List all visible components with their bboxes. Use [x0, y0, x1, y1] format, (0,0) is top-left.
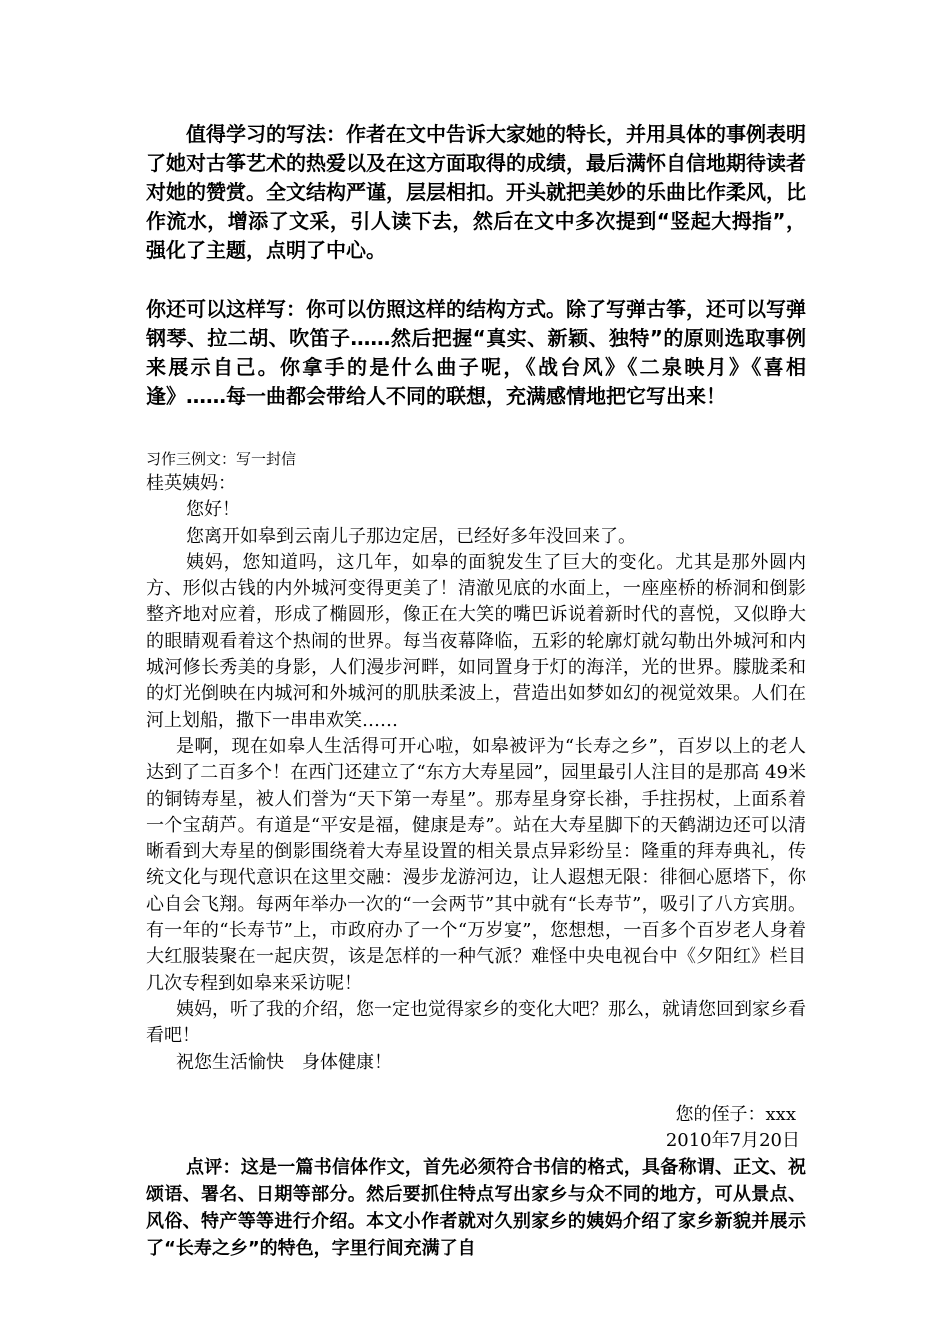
letter-signature: 您的侄子：xxx [675, 1103, 796, 1125]
letter-closing: 祝您生活愉快 身体健康！ [176, 1051, 392, 1073]
letter-body [146, 471, 806, 1154]
letter-date: 2010年7月20日 [665, 1130, 800, 1152]
letter-paragraph-1: 您离开如皋到云南儿子那边定居，已经好多年没回来了。 [186, 525, 636, 547]
section-title: 习作三例文：写一封信 [146, 450, 297, 468]
writing-method-paragraph: 值得学习的写法：作者在文中告诉大家她的特长，并用具体的事例表明了她对古筝艺术的热爱以及在这方面取得的成绩，最后满怀自信地期待读者对她的赞赏。全文结构严谨，层层相扣。开头就把美妙的乐曲比作柔风，比作流水，增添了文采，引人读下去，然后在文中多次提到“竖起大拇指”，强化了主题，点明了中心。 [146, 122, 806, 262]
alternative-writing-paragraph: 你还可以这样写：你可以仿照这样的结构方式。除了写弹古筝，还可以写弹钢琴、拉二胡、吹笛子……然后把握“真实、新颖、独特”的原则选取事例来展示自己。你拿手的是什么曲子呢，《战台风》《二泉映月》《喜相逢》……每一曲都会带给人不同的联想，充满感情地把它写出来！ [146, 297, 806, 408]
spacer [146, 411, 806, 447]
letter-greeting: 您好！ [186, 499, 240, 521]
comment-paragraph: 点评：这是一篇书信体作文，首先必须符合书信的格式，具备称谓、正文、祝颂语、署名、日期等部分。然后要抓住特点写出家乡与众不同的地方，可从景点、风俗、特产等等进行介绍。本文小作者就对久别家乡的姨妈介绍了家乡新貌并展示了“长寿之乡”的特色，字里行间充满了自 [146, 1157, 806, 1260]
spacer [146, 1076, 806, 1102]
document-page [146, 120, 806, 1262]
letter-salutation: 桂英姨妈： [146, 473, 236, 494]
letter-paragraph-4: 姨妈，听了我的介绍，您一定也觉得家乡的变化大吧？那么，就请您回到家乡看看吧！ [146, 998, 806, 1047]
letter-paragraph-3: 是啊，现在如皋人生活得可开心啦，如皋被评为“长寿之乡”，百岁以上的老人达到了二百多个！在西门还建立了“东方大寿星园”，园里最引人注目的是那高 49米的铜铸寿星，被人们誉为“天下第一寿星”。那寿星身穿长褂，手拄拐杖，上面系着一个宝葫芦。有道是“平安是福，健康是寿”。站在大寿星脚下的天鹤湖边还可以清晰看到大寿星的倒影围绕着大寿星设置的相关景点异彩纷呈：隆重的拜寿典礼，传统文化与现代意识在这里交融：漫步龙游河边，让人遐想无限：徘徊心愿塔下，你心自会飞翔。每两年举办一次的“一会两节”其中就有“长寿节”，吸引了八方宾朋。有一年的“长寿节”上，市政府办了一个“万岁宴”，您想想，一百多个百岁老人身着大红服装聚在一起庆贺，该是怎样的一种气派？难怪中央电视台中《夕阳红》栏目几次专程到如皋来采访呢！ [146, 735, 806, 994]
spacer [146, 265, 806, 295]
letter-paragraph-2: 姨妈，您知道吗，这几年，如皋的面貌发生了巨大的变化。尤其是那外圆内方、形似古钱的内外城河变得更美了！清澈见底的水面上，一座座桥的桥洞和倒影整齐地对应着，形成了椭圆形，像正在大笑的嘴巴诉说着新时代的喜悦，又似睁大的眼睛观看着这个热闹的世界。每当夜幕降临，五彩的轮廓灯就勾勒出外城河和内城河修长秀美的身影，人们漫步河畔，如同置身于灯的海洋，光的世界。朦胧柔和的灯光倒映在内城河和外城河的肌肤柔波上，营造出如梦如幻的视觉效果。人们在河上划船，撒下一串串欢笑…… [146, 551, 806, 731]
